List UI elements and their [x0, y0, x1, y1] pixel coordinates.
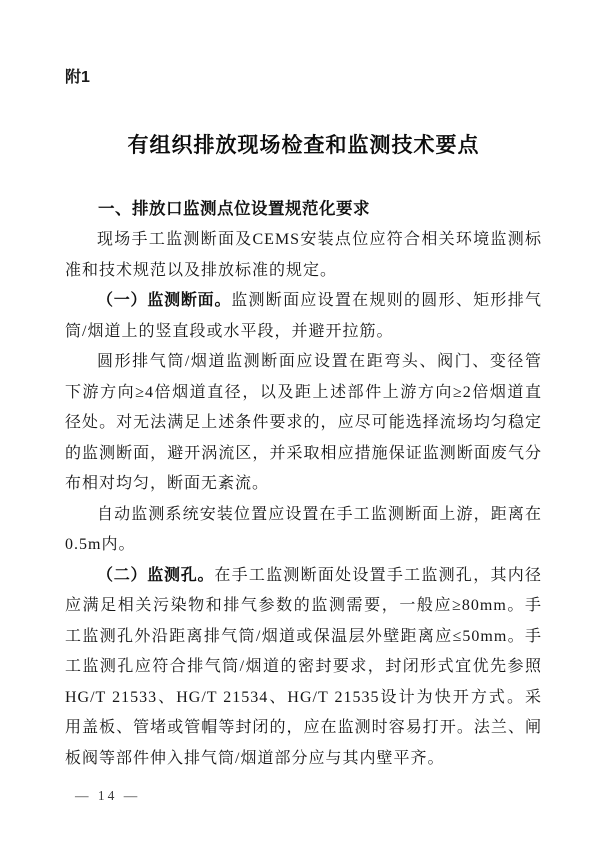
paragraph-1: [65, 225, 542, 286]
attachment-label: 附1: [65, 69, 90, 86]
paragraph-1-text: 现场手工监测断面及CEMS安装点位应符合相关环境监测标准和技术规范以及排放标准的规定。: [65, 231, 542, 279]
paragraph-3-text: 圆形排气筒/烟道监测断面应设置在距弯头、阀门、变径管下游方向≥4倍烟道直径，以及距上述部件上游方向≥2倍烟道直径处。对无法满足上述条件要求的，应尽可能选择流场均匀稳定的监测断面，避开涡流区，并采取相应措施保证监测断面废气分布相对均匀，断面无紊流。: [65, 353, 542, 492]
paragraph-5-text: 在手工监测断面处设置手工监测孔，其内径应满足相关污染物和排气参数的监测需要，一般应≥80mm。手工监测孔外沿距离排气筒/烟道或保温层外壁距离应≤50mm。手工监测孔应符合排气筒/烟道的密封要求，封闭形式宜优先参照HG/T 21533、HG/T 21534、HG/T 21535设计为快开方式。采用盖板、管堵或管帽等封闭的，应在监测时容易打开。法兰、闸板阀等部件伸入排气筒/烟道部分应与其内壁平齐。: [65, 566, 542, 767]
paragraph-4: [65, 500, 542, 561]
page-number: — 14 —: [75, 788, 141, 803]
section-heading: 一、排放口监测点位设置规范化要求: [98, 200, 370, 218]
paragraph-3: [65, 347, 542, 500]
paragraph-2: [65, 286, 542, 347]
paragraph-5: [65, 561, 542, 775]
document-title: 有组织排放现场检查和监测技术要点: [127, 134, 480, 157]
paragraph-4-text: 自动监测系统安装位置应设置在手工监测断面上游，距离在0.5m内。: [65, 505, 542, 553]
paragraph-2-lead: （一）监测断面。: [97, 292, 232, 309]
paragraph-2-text: 监测断面应设置在规则的圆形、矩形排气筒/烟道上的竖直段或水平段，并避开拉筋。: [65, 292, 542, 340]
paragraph-5-lead: （二）监测孔。: [97, 566, 215, 584]
